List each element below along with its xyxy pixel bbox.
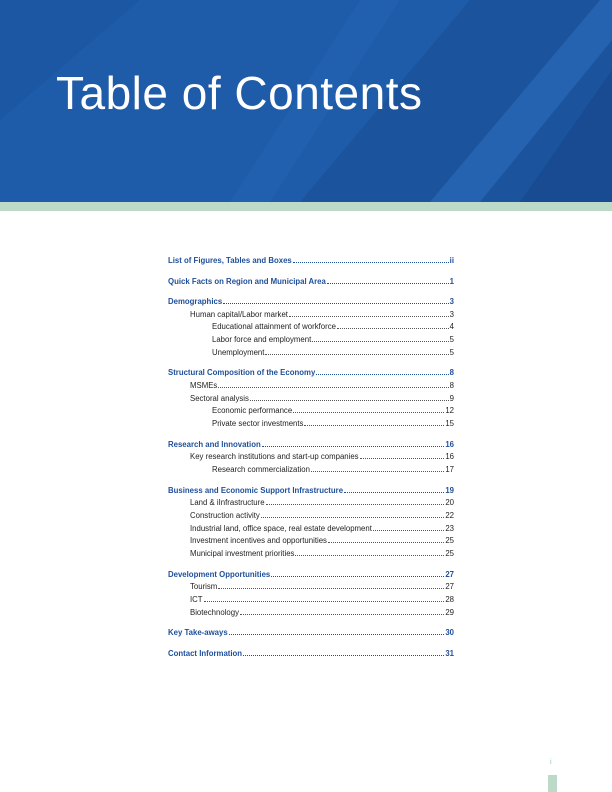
toc-entry-label: Unemployment [212,347,265,357]
toc-leader-dots [289,316,449,317]
toc-leader-dots [250,400,449,401]
toc-entry-page: 25 [445,536,454,546]
toc-entry-page: 3 [449,297,454,306]
toc-leader-dots [344,492,444,493]
toc-entry-label: Municipal investment priorities [190,549,295,558]
toc-entry[interactable] [168,534,454,545]
toc-entry[interactable] [168,580,454,591]
toc-entry-label: Quick Facts on Region and Municipal Area [168,276,326,286]
toc-leader-dots [304,425,444,426]
toc-entry-page: 16 [445,439,454,449]
toc-entry-label: Biotechnology [190,607,239,617]
accent-band [0,202,612,211]
toc-entry[interactable] [168,606,454,617]
toc-entry[interactable] [168,547,454,558]
toc-entry-page: ii [449,256,454,265]
toc-entry[interactable] [168,522,454,533]
toc-section-heading[interactable] [168,295,454,306]
toc-entry[interactable] [168,509,454,520]
toc-entry-page: 19 [445,485,454,495]
toc-entry-label: Demographics [168,297,223,306]
corner-tab [548,775,557,792]
toc-leader-dots [316,374,448,375]
toc-entry-page: 16 [445,452,454,462]
toc-entry[interactable] [168,417,454,428]
toc-section-heading[interactable] [168,626,454,637]
toc-leader-dots [218,387,448,388]
toc-leader-dots [265,354,448,355]
toc-entry-label: Contact Information [168,648,243,658]
toc-section-heading[interactable] [168,438,454,449]
toc-entry-page: 27 [445,582,454,592]
toc-leader-dots [337,328,449,329]
toc-entry[interactable] [168,308,454,319]
toc-entry-page: 4 [449,322,454,332]
toc-entry-label: Land & iInfrastructure [190,498,265,508]
toc-leader-dots [266,504,445,505]
toc-entry-page: 23 [445,523,454,533]
toc-leader-dots [229,634,445,635]
toc-entry-label: Structural Composition of the Economy [168,368,316,378]
toc-leader-dots [204,601,445,602]
toc-entry[interactable] [168,496,454,507]
toc-entry[interactable] [168,379,454,390]
toc-entry-label: Key research institutions and start-up companies [190,452,359,462]
toc-entry-page: 8 [449,368,454,378]
toc-entry-label: Development Opportunities [168,569,271,579]
toc-entry-page: 15 [445,419,454,429]
toc-entry-page: 5 [449,347,454,357]
toc-entry-label: Sectoral analysis [190,393,249,403]
toc-leader-dots [311,471,444,472]
toc-leader-dots [373,530,444,531]
toc-entry-page: 9 [449,393,454,403]
toc-entry-page: 29 [445,607,454,617]
toc-entry[interactable] [168,346,454,357]
toc-entry-page: 20 [445,498,454,508]
toc-section-heading[interactable] [168,366,454,377]
toc-entry-label: Private sector investments [212,419,304,429]
toc-entry-label: Research and Innovation [168,439,261,449]
toc-entry-label: Investment incentives and opportunities [190,536,327,546]
toc-leader-dots [271,576,444,577]
toc-entry[interactable] [168,450,454,461]
toc-entry[interactable] [168,593,454,604]
toc-entry-page: 27 [445,569,454,579]
toc-section-heading[interactable] [168,484,454,495]
toc-leader-dots [293,262,449,263]
toc-entry[interactable] [168,404,454,415]
toc-entry-page: 30 [445,628,454,638]
toc-entry-page: 17 [445,465,454,474]
header-banner [0,0,612,202]
toc-leader-dots [218,588,444,589]
toc-leader-dots [261,517,445,518]
toc-leader-dots [293,412,444,413]
page-number: i [550,759,552,766]
toc-leader-dots [328,542,444,543]
toc-leader-dots [240,614,444,615]
toc-entry[interactable] [168,463,454,474]
toc-entry-label: Educational attainment of workforce [212,322,336,332]
toc-entry-label: Tourism [190,582,218,592]
toc-leader-dots [243,655,444,656]
toc-entry-page: 5 [449,335,454,345]
toc-entry-page: 8 [449,381,454,390]
toc-entry-label: Industrial land, office space, real estate development [190,523,372,533]
toc-entry-label: Key Take-aways [168,628,228,638]
toc-section-heading[interactable] [168,568,454,579]
toc-entry-page: 1 [449,276,454,286]
toc-entry-page: 12 [445,406,454,416]
toc-leader-dots [312,341,448,342]
toc-entry-page: 22 [445,510,454,520]
toc-section-heading[interactable] [168,254,454,265]
toc-entry[interactable] [168,320,454,331]
toc-entry-page: 28 [445,594,454,604]
toc-leader-dots [360,458,445,459]
toc-entry-label: Business and Economic Support Infrastructure [168,485,344,495]
toc-section-heading[interactable] [168,647,454,658]
toc-entry-page: 25 [445,549,454,558]
toc-entry-page: 3 [449,309,454,319]
page-title: Table of Contents [56,67,423,119]
toc-entry-page: 31 [445,648,454,658]
toc-leader-dots [223,303,448,304]
toc-leader-dots [295,555,444,556]
toc-entry-label: List of Figures, Tables and Boxes [168,256,292,265]
toc-entry-label: ICT [190,594,203,604]
toc-leader-dots [327,283,449,284]
toc-entry[interactable] [168,392,454,403]
toc-entry-label: Research commercialization [212,465,310,474]
toc-entry-label: MSMEs [190,381,218,390]
toc-section-heading[interactable] [168,275,454,286]
toc-entry-label: Economic performance [212,406,293,416]
toc-entry-label: Human capital/Labor market [190,309,288,319]
toc-entry[interactable] [168,333,454,344]
toc-entry-label: Labor force and employment [212,335,312,345]
toc-leader-dots [262,446,445,447]
toc-entry-label: Construction activity [190,510,260,520]
